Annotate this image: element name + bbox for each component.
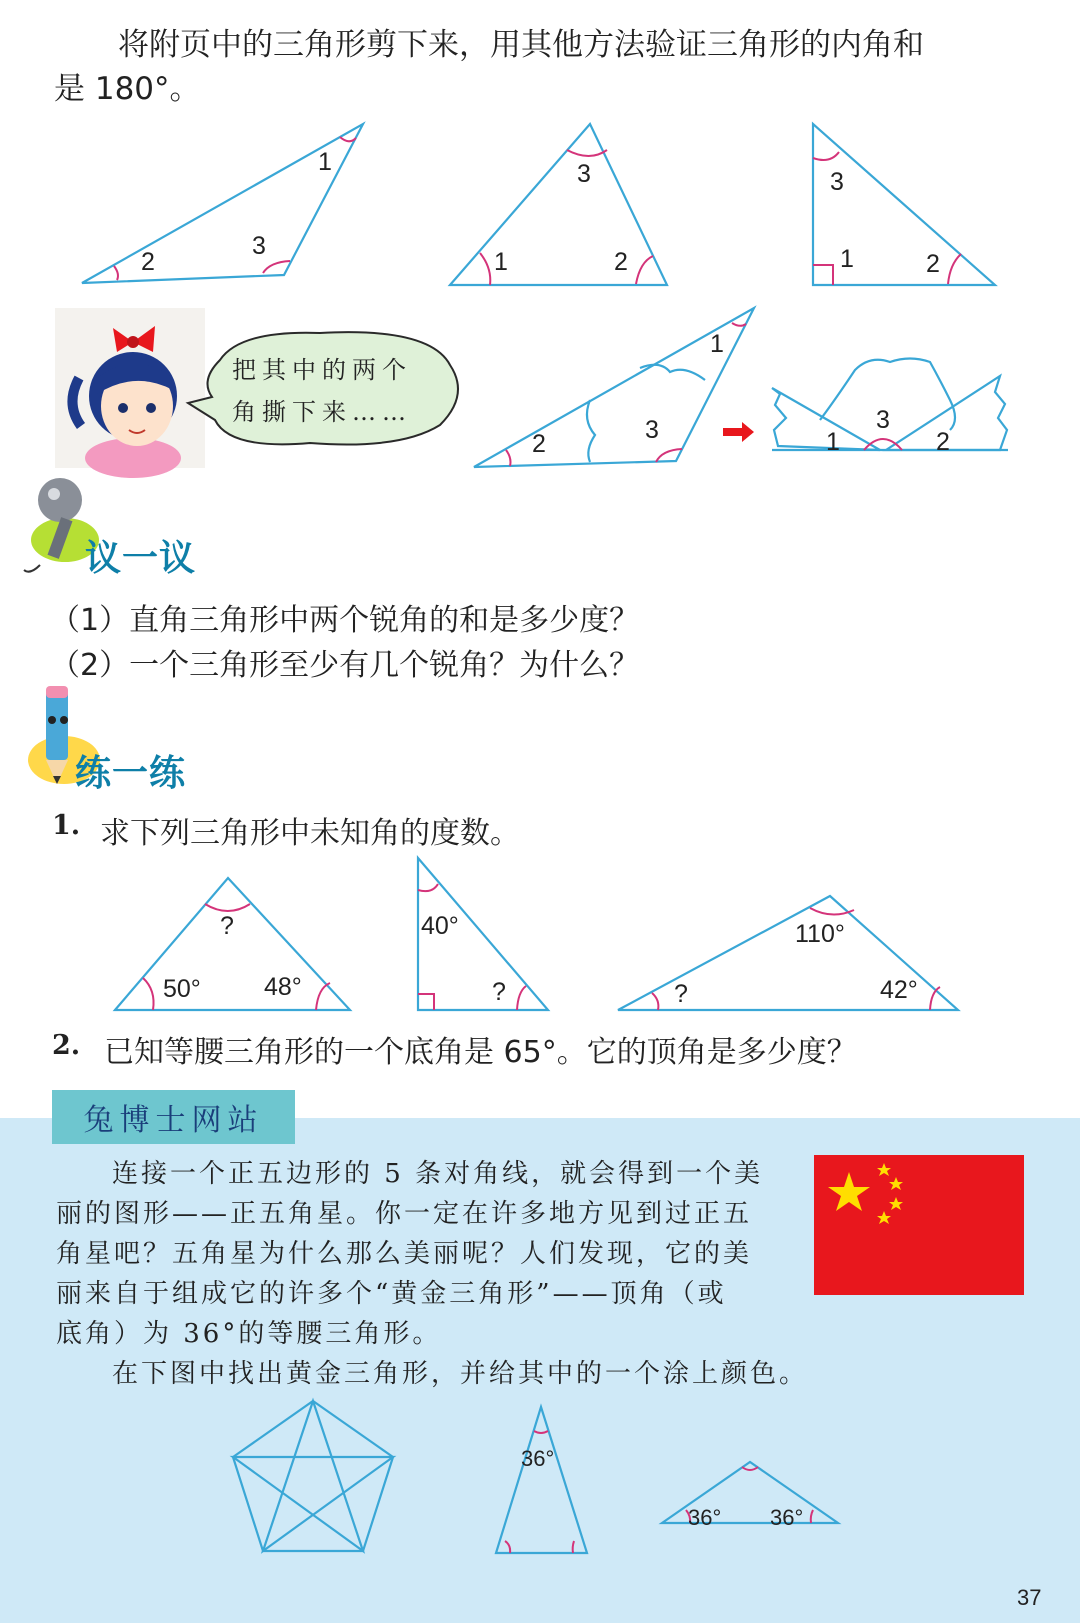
t2-angle-3: 3 [577,160,591,188]
website-title: 兔博士网站 [52,1090,295,1144]
pentagram-star [233,1401,393,1551]
triangle-2 [450,124,667,285]
problem-2-number: 2. [52,1030,81,1061]
discuss-question-2: （2）一个三角形至少有几个锐角？为什么？ [50,648,640,683]
combined-angle-arc [864,439,902,450]
website-paragraph-line-3: 角星吧？五角星为什么那么美丽呢？人们发现，它的美 [56,1239,753,1269]
torn-angle-3: 3 [645,416,659,444]
website-paragraph-line-1: 连接一个正五边形的 5 条对角线，就会得到一个美 [112,1159,764,1189]
golden-triangles-figure [0,1395,1080,1575]
t1-angle-1-arc [340,137,356,141]
tear-line-left [587,400,595,462]
chinese-flag [814,1155,1024,1295]
combined-angle-3: 3 [876,406,890,434]
e1-top-arc [205,904,250,911]
e3-right-angle: 42° [880,976,918,1004]
pentagon [233,1401,393,1551]
problem-1-text: 求下列三角形中未知角的度数。 [100,816,520,851]
top-triangles-figure [0,0,1080,300]
speech-bubble [180,325,470,455]
wide-apex-arc [742,1467,758,1470]
t1-angle-2: 2 [141,248,155,276]
intro-line-2: 是 180°。 [54,71,201,107]
t2-angle-1-arc [480,253,490,285]
exercise-triangles-figure [0,850,1080,1020]
tall-apex-label: 36° [521,1446,555,1471]
problem-1-number: 1. [52,810,81,841]
t3-right-angle-mark [813,265,833,285]
website-instruction: 在下图中找出黄金三角形，并给其中的一个涂上颜色。 [112,1359,809,1389]
torn-angle-2-arc [506,450,511,466]
speech-line-2: 角撕下来…… [232,398,412,426]
exercise-triangle-1 [115,878,350,1010]
t1-angle-2-arc [114,266,118,280]
torn-angle-1-arc [732,323,746,326]
e3-unknown-left: ? [674,980,688,1008]
t2-angle-1: 1 [494,248,508,276]
discuss-title: 议一议 [85,538,197,579]
t2-angle-2-arc [636,256,653,284]
t3-angle-3: 3 [830,168,844,196]
t3-angle-3-arc [813,152,839,160]
t1-angle-3: 3 [252,232,266,260]
flag-background [814,1155,1024,1295]
t1-angle-1: 1 [318,148,332,176]
t3-angle-2: 2 [926,250,940,278]
website-paragraph-line-2: 丽的图形——正五角星。你一定在许多地方见到过正五 [56,1199,753,1229]
tall-apex-arc [534,1431,548,1433]
e3-right-arc [930,987,940,1010]
website-paragraph-line-5: 底角）为 36°的等腰三角形。 [56,1319,442,1349]
wide-left-label: 36° [688,1505,722,1530]
e1-left-angle: 50° [163,975,201,1003]
tall-right-base-arc [573,1541,574,1553]
speech-line-1: 把其中的两个 [232,356,412,384]
wide-right-label: 36° [770,1505,804,1530]
tall-golden-triangle [496,1407,587,1553]
e2-top-angle: 40° [421,912,459,940]
e2-bottom-arc [517,986,526,1010]
practice-title: 练一练 [75,753,187,794]
e1-unknown-top: ? [220,912,234,940]
intro-line-1: 将附页中的三角形剪下来，用其他方法验证三角形的内角和 [118,27,924,63]
wide-right-base-arc [811,1510,813,1523]
torn-triangle-figure [460,300,1060,480]
problem-2-text: 已知等腰三角形的一个底角是 65°。它的顶角是多少度？ [104,1035,857,1070]
torn-angle-1: 1 [710,330,724,358]
e2-right-angle-mark [418,994,434,1010]
t3-angle-1: 1 [840,245,854,273]
discuss-question-1: （1）直角三角形中两个锐角的和是多少度？ [50,603,640,638]
t3-angle-2-arc [948,254,961,284]
e2-top-arc [418,884,438,891]
combined-angle-2: 2 [936,428,950,456]
e3-top-angle: 110° [795,920,845,948]
e1-left-arc [143,978,154,1010]
arrow-icon [723,422,754,442]
website-paragraph-line-4: 丽来自于组成它的许多个“黄金三角形”——顶角（或 [56,1279,727,1309]
torn-angle-2: 2 [532,430,546,458]
e3-left-arc [652,993,658,1010]
page-number: 37 [1017,1585,1042,1610]
e2-unknown-bottom: ? [492,978,506,1006]
e1-right-angle: 48° [264,973,302,1001]
t2-angle-3-arc [567,150,607,156]
t2-angle-2: 2 [614,248,628,276]
tall-left-base-arc [505,1541,510,1553]
combined-angle-1: 1 [826,428,840,456]
